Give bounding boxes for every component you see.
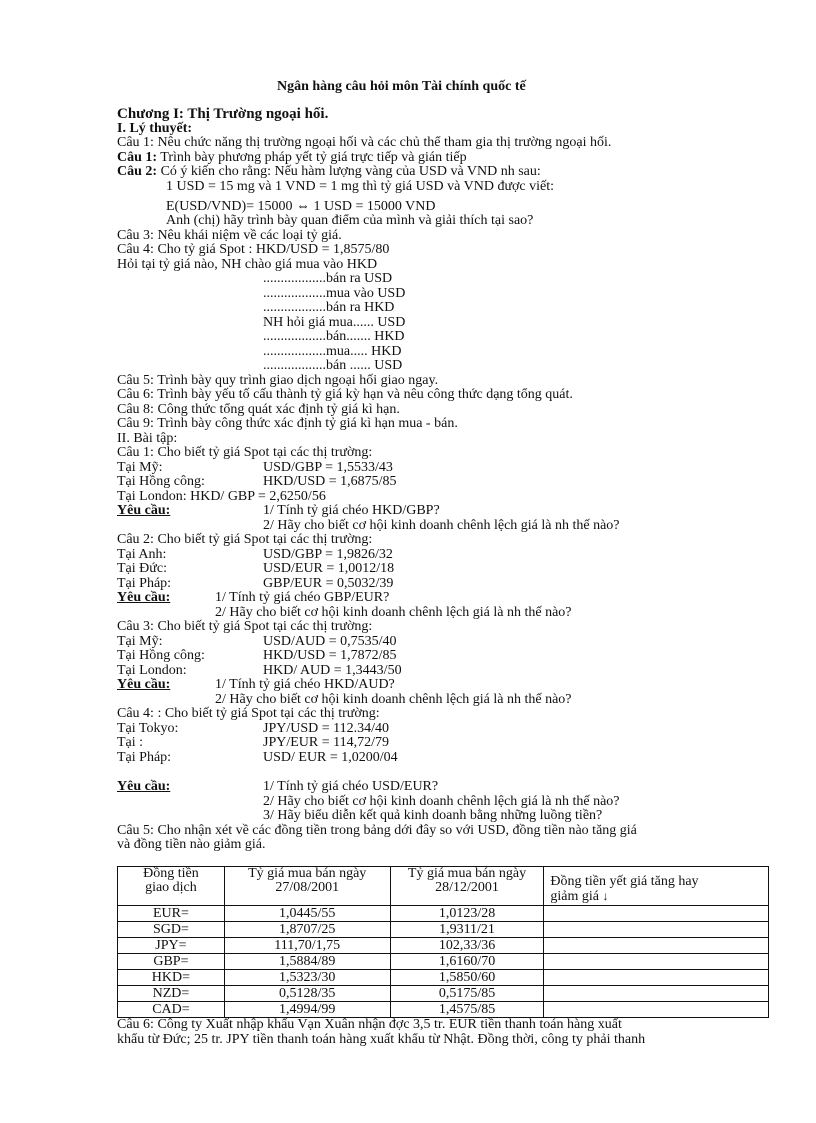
header-currency: Đồng tiền giao dịch <box>118 867 225 906</box>
exercise2-market3-label: Tại Pháp: <box>117 576 172 591</box>
exercise2-requirement1: 1/ Tính tỷ giá chéo GBP/EUR? <box>215 590 390 605</box>
exercise2-intro: Câu 2: Cho biết tỷ giá Spot tại các thị trường: <box>117 532 373 547</box>
theory-q4-line5: ..................bán ra HKD <box>263 300 395 315</box>
table-row: NZD= 0,5128/35 0,5175/85 <box>118 986 769 1002</box>
header-change: Đồng tiền yết giá tăng hay giảm giá ↓ <box>544 867 769 906</box>
theory-q6: Câu 6: Trình bày yếu tố cấu thành tỷ giá kỳ hạn và nêu công thức dạng tổng quát. <box>117 387 573 402</box>
header-rate-2708: Tỷ giá mua bán ngày 27/08/2001 <box>224 867 390 906</box>
exercise2-market1-label: Tại Anh: <box>117 547 167 562</box>
theory-q4-line6: NH hỏi giá mua...... USD <box>263 315 406 330</box>
table-row: EUR= 1,0445/55 1,0123/28 <box>118 906 769 922</box>
theory-q2-line4: Anh (chị) hãy trình bày quan điểm của mình và giải thích tại sao? <box>166 213 534 228</box>
exercise3-market3-label: Tại London: <box>117 663 187 678</box>
theory-q2-line3: E(USD/VND)= 15000 ⇔ 1 USD = 15000 VND <box>166 199 436 214</box>
exercise1-market3: Tại London: HKD/ GBP = 2,6250/56 <box>117 489 326 504</box>
down-arrow-icon: ↓ <box>602 889 609 903</box>
exercise2-market2-rate: USD/EUR = 1,0012/18 <box>263 561 395 576</box>
exercise1-requirement-label: Yêu cầu: <box>117 503 171 518</box>
exercise4-market3-label: Tại Pháp: <box>117 750 172 765</box>
exercise5-line1: Câu 5: Cho nhận xét về các đồng tiền trong bảng dới đây so với USD, đồng tiền nào tăng giá <box>117 823 637 838</box>
exercise2-requirement2: 2/ Hãy cho biết cơ hội kinh doanh chênh lệch giá là nh thế nào? <box>215 605 572 620</box>
exercise4-requirement1: 1/ Tính tỷ giá chéo USD/EUR? <box>263 779 439 794</box>
exercise4-requirement3: 3/ Hãy biểu diễn kết quả kinh doanh bằng những luồng tiền? <box>263 808 603 823</box>
theory-heading: I. Lý thuyết: <box>117 121 193 136</box>
exercise4-market2-label: Tại : <box>117 735 144 750</box>
theory-q1a: Câu 1: Nêu chức năng thị trường ngoại hối và các chủ thể tham gia thị trường ngoại hối. <box>117 135 612 150</box>
chapter-heading: Chương I: Thị Trường ngoại hối. <box>117 106 329 122</box>
table-header-row <box>118 867 769 906</box>
theory-q8: Câu 8: Công thức tổng quát xác định tỷ giá kì hạn. <box>117 402 400 417</box>
table-row: HKD= 1,5323/30 1,5850/60 <box>118 970 769 986</box>
exercise3-market2-rate: HKD/USD = 1,7872/85 <box>263 648 397 663</box>
exercise2-market3-rate: GBP/EUR = 0,5032/39 <box>263 576 394 591</box>
exercise4-market1-rate: JPY/USD = 112.34/40 <box>263 721 390 736</box>
exercise1-market1-label: Tại Mỹ: <box>117 460 163 475</box>
table-row: GBP= 1,5884/89 1,6160/70 <box>118 954 769 970</box>
exercise2-requirement-label: Yêu cầu: <box>117 590 171 605</box>
theory-q1b-label: Câu 1: <box>117 150 158 165</box>
theory-q4-line1: Câu 4: Cho tỷ giá Spot : HKD/USD = 1,8575/80 <box>117 242 390 257</box>
exercise3-requirement2: 2/ Hãy cho biết cơ hội kinh doanh chênh lệch giá là nh thế nào? <box>215 692 572 707</box>
exercise3-intro: Câu 3: Cho biết tỷ giá Spot tại các thị trường: <box>117 619 373 634</box>
theory-q3: Câu 3: Nêu khái niệm về các loại tỷ giá. <box>117 228 342 243</box>
exercise3-market1-label: Tại Mỹ: <box>117 634 163 649</box>
exercise1-market2-rate: HKD/USD = 1,6875/85 <box>263 474 397 489</box>
document-title: Ngân hàng câu hỏi môn Tài chính quốc tế <box>277 79 526 94</box>
theory-q4-line2: Hỏi tại tỷ giá nào, NH chào giá mua vào HKD <box>117 257 378 272</box>
table-row: JPY= 111,70/1,75 102,33/36 <box>118 938 769 954</box>
exercise1-market2-label: Tại Hồng công: <box>117 474 205 489</box>
exercise1-requirement2: 2/ Hãy cho biết cơ hội kinh doanh chênh lệch giá là nh thế nào? <box>263 518 620 533</box>
exercise4-market1-label: Tại Tokyo: <box>117 721 179 736</box>
exercise1-intro: Câu 1: Cho biết tỷ giá Spot tại các thị trường: <box>117 445 373 460</box>
theory-q4-line9: ..................bán ...... USD <box>263 358 403 373</box>
exercise4-market3-rate: USD/ EUR = 1,0200/04 <box>263 750 398 765</box>
exercise3-market2-label: Tại Hồng công: <box>117 648 205 663</box>
theory-q2-label: Câu 2: <box>117 164 158 179</box>
exercise3-market1-rate: USD/AUD = 0,7535/40 <box>263 634 397 649</box>
exercises-heading: II. Bài tập: <box>117 431 178 446</box>
exercise5-line2: và đồng tiền nào giảm giá. <box>117 837 266 852</box>
theory-q4-line3: ..................bán ra USD <box>263 271 393 286</box>
theory-q1b-text: Trình bày phương pháp yết tỷ giá trực tiếp và gián tiếp <box>157 150 467 165</box>
theory-q4-line4: ..................mua vào USD <box>263 286 406 301</box>
theory-q5: Câu 5: Trình bày quy trình giao dịch ngoại hối giao ngay. <box>117 373 439 388</box>
exercise1-market1-rate: USD/GBP = 1,5533/43 <box>263 460 393 475</box>
theory-q4-line8: ..................mua..... HKD <box>263 344 402 359</box>
table-row: SGD= 1,8707/25 1,9311/21 <box>118 922 769 938</box>
exercise4-market2-rate: JPY/EUR = 114,72/79 <box>263 735 389 750</box>
exercise6-line2: khẩu từ Đức; 25 tr. JPY tiền thanh toán hàng xuất khẩu từ Nhật. Đồng thời, công ty phải thanh <box>117 1032 646 1047</box>
exchange-rate-table <box>117 866 769 1018</box>
exercise2-market1-rate: USD/GBP = 1,9826/32 <box>263 547 393 562</box>
exercise3-requirement-label: Yêu cầu: <box>117 677 171 692</box>
exercise1-requirement1: 1/ Tính tỷ giá chéo HKD/GBP? <box>263 503 440 518</box>
table-row: CAD= 1,4994/99 1,4575/85 <box>118 1002 769 1018</box>
exercise2-market2-label: Tại Đức: <box>117 561 167 576</box>
exercise4-requirement-label: Yêu cầu: <box>117 779 171 794</box>
exercise4-intro: Câu 4: : Cho biết tỷ giá Spot tại các thị trường: <box>117 706 380 721</box>
theory-q2-line2: 1 USD = 15 mg và 1 VND = 1 mg thì tỷ giá USD và VND được viết: <box>166 179 555 194</box>
exercise3-requirement1: 1/ Tính tỷ giá chéo HKD/AUD? <box>215 677 395 692</box>
theory-q2 <box>117 165 541 180</box>
header-rate-2812: Tỷ giá mua bán ngày 28/12/2001 <box>390 867 544 906</box>
exercise3-market3-rate: HKD/ AUD = 1,3443/50 <box>263 663 402 678</box>
exercise4-requirement2: 2/ Hãy cho biết cơ hội kinh doanh chênh lệch giá là nh thế nào? <box>263 794 620 809</box>
theory-q2-text: Có ý kiến cho rằng: Nếu hàm lượng vàng của USD và VND nh sau: <box>157 164 541 179</box>
theory-q4-line7: ..................bán....... HKD <box>263 329 405 344</box>
theory-q9: Câu 9: Trình bày công thức xác định tỷ giá kì hạn mua - bán. <box>117 416 458 431</box>
exercise6-line1: Câu 6: Công ty Xuất nhập khẩu Vạn Xuân nhận đợc 3,5 tr. EUR tiền thanh toán hàng xuất <box>117 1017 622 1032</box>
